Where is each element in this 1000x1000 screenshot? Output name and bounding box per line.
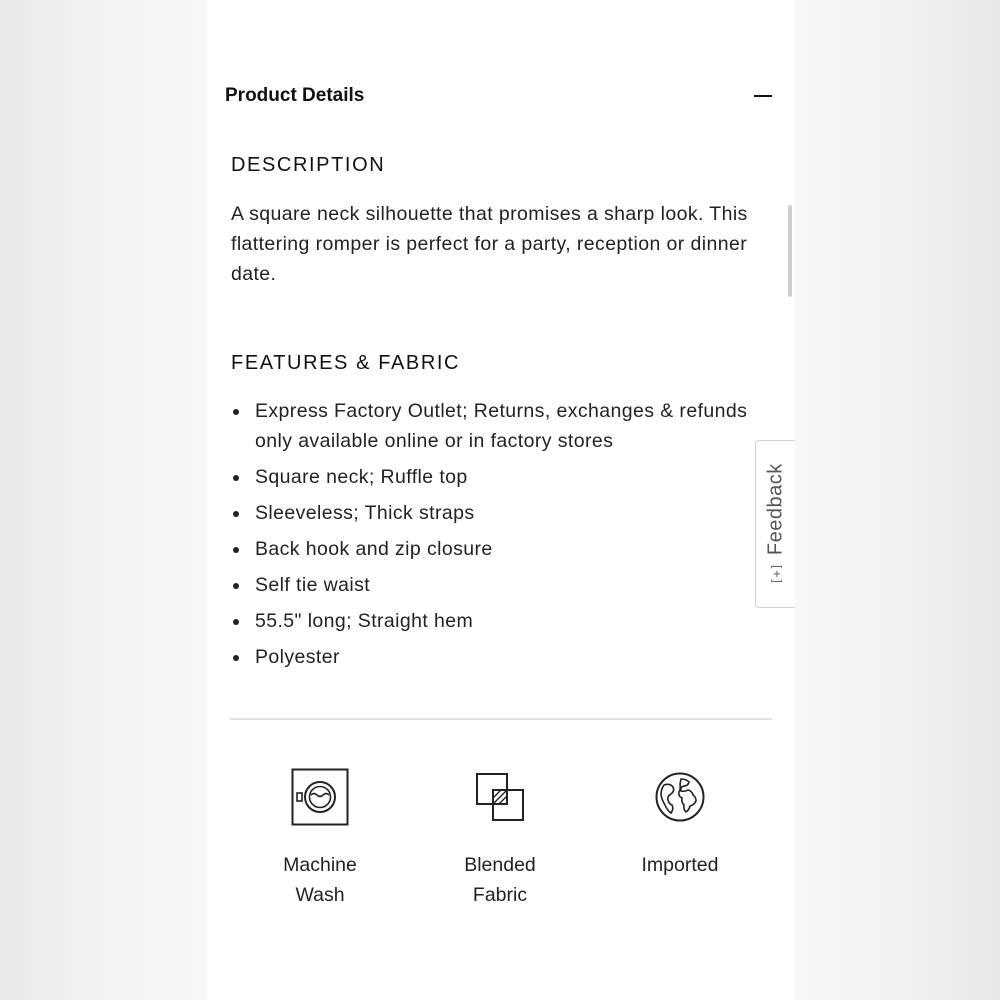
features-heading: FEATURES & FABRIC bbox=[231, 352, 461, 374]
feature-text: Polyester bbox=[255, 646, 340, 668]
features-list bbox=[231, 396, 751, 678]
feature-text: Sleeveless; Thick straps bbox=[255, 502, 475, 524]
list-item bbox=[231, 396, 751, 456]
feature-text: 55.5" long; Straight hem bbox=[255, 610, 474, 632]
care-label: Blended bbox=[464, 854, 536, 876]
feedback-button[interactable] bbox=[755, 440, 795, 608]
divider bbox=[230, 718, 772, 720]
bullet-icon bbox=[233, 475, 239, 481]
bullet-icon bbox=[233, 409, 239, 415]
care-label: Wash bbox=[295, 884, 345, 906]
feature-text: Express Factory Outlet; Returns, exchanges & refunds only available online or in factory stores bbox=[255, 400, 748, 452]
product-details-title: Product Details bbox=[225, 85, 365, 106]
list-item bbox=[231, 570, 751, 600]
scrollbar[interactable] bbox=[788, 205, 792, 297]
background-right bbox=[795, 0, 1000, 1000]
feature-text: Back hook and zip closure bbox=[255, 538, 493, 560]
care-blended-fabric bbox=[420, 768, 580, 910]
blended-fabric-icon bbox=[475, 772, 525, 822]
description-heading: DESCRIPTION bbox=[231, 154, 386, 176]
care-imported bbox=[600, 768, 760, 880]
list-item bbox=[231, 462, 751, 492]
background-left bbox=[0, 0, 207, 1000]
list-item bbox=[231, 498, 751, 528]
care-label: Machine bbox=[283, 854, 357, 876]
machine-wash-icon bbox=[291, 768, 349, 826]
feedback-label: Feedback bbox=[764, 463, 786, 556]
list-item bbox=[231, 642, 751, 672]
care-label: Fabric bbox=[472, 884, 528, 906]
description-text: A square neck silhouette that promises a sharp look. This flattering romper is perfect for a party, reception or dinner date. bbox=[231, 203, 748, 285]
minus-icon[interactable] bbox=[753, 86, 773, 106]
list-item bbox=[231, 534, 751, 564]
bullet-icon bbox=[233, 547, 239, 553]
globe-icon bbox=[654, 771, 706, 823]
plus-icon: [+] bbox=[768, 563, 783, 585]
product-details-panel bbox=[207, 0, 795, 1000]
bullet-icon bbox=[233, 583, 239, 589]
care-label: Imported bbox=[641, 854, 719, 876]
product-details-header[interactable] bbox=[225, 82, 773, 110]
care-machine-wash bbox=[240, 768, 400, 910]
bullet-icon bbox=[233, 619, 239, 625]
bullet-icon bbox=[233, 655, 239, 661]
feature-text: Square neck; Ruffle top bbox=[255, 466, 468, 488]
bullet-icon bbox=[233, 511, 239, 517]
list-item bbox=[231, 606, 751, 636]
feature-text: Self tie waist bbox=[255, 574, 371, 596]
